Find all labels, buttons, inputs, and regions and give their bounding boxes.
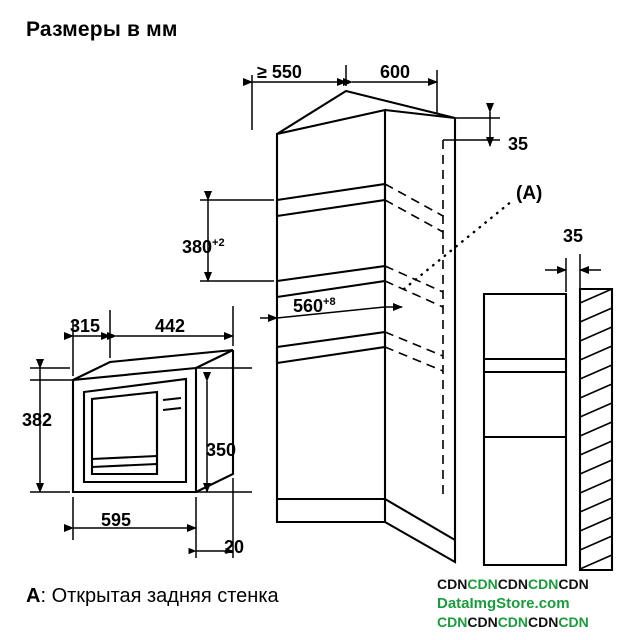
dim-niche-width: 600 <box>380 62 411 82</box>
watermark-line-1: CDNCDNCDNCDNCDN <box>437 576 589 592</box>
footnote-text: Открытая задняя стенка <box>51 585 279 607</box>
footnote-marker: A <box>26 585 41 607</box>
footnote-separator: : <box>40 585 47 607</box>
tall-cabinet-drawing <box>277 91 455 562</box>
wall-hatching <box>580 289 612 570</box>
dim-niche-opening-value: 560 <box>293 296 324 316</box>
footnote <box>26 585 279 608</box>
dim-niche-height-value: 380 <box>182 237 213 257</box>
wall-detail-drawing <box>484 289 612 570</box>
dim-appliance-height-total: 382 <box>22 410 53 430</box>
microwave-drawing <box>73 350 233 492</box>
watermark-line-3: CDNCDNCDNCDNCDN <box>437 614 589 630</box>
dim-appliance-height-body: 350 <box>206 440 237 460</box>
dim-appliance-width: 595 <box>101 510 132 530</box>
dim-niche-height <box>182 237 225 258</box>
dim-niche-opening-width <box>293 296 336 317</box>
dim-appliance-flange: 20 <box>224 537 245 557</box>
callout-marker-a: (A) <box>516 183 543 204</box>
dim-gap-top-right: 35 <box>508 134 529 154</box>
page-title: Размеры в мм <box>26 18 178 41</box>
dim-niche-height-tolerance: +2 <box>212 237 225 249</box>
dim-appliance-depth-total: 442 <box>155 316 186 336</box>
dim-niche-opening-tolerance: +8 <box>323 296 336 308</box>
watermark-line-2: DataImgStore.com <box>437 595 570 612</box>
callout-leader <box>404 201 512 289</box>
cabinet-hidden-lines <box>385 140 443 500</box>
dim-niche-depth-min: ≥ 550 <box>257 62 302 82</box>
dim-appliance-depth-front: 315 <box>70 316 101 336</box>
dim-gap-side-right: 35 <box>563 226 584 246</box>
